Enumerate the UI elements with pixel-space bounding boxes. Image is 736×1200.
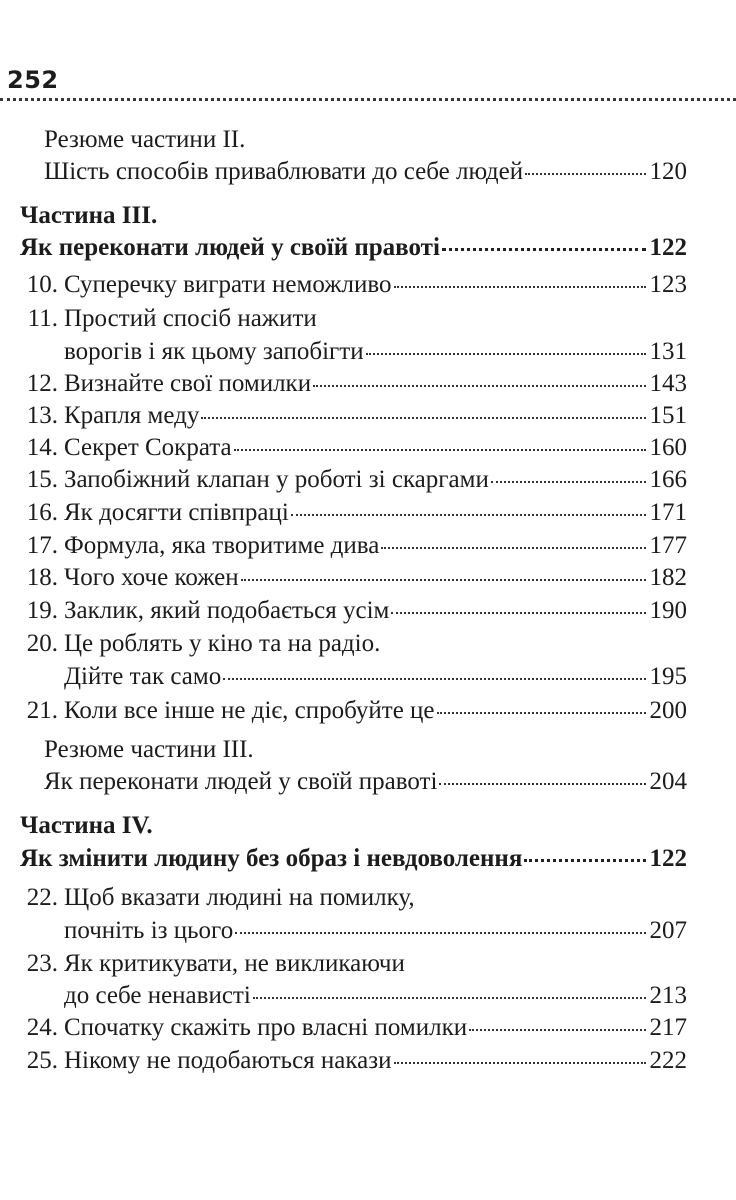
toc-entry-25: 25. Нікому не подобаються накази 222 [26,1047,687,1074]
toc-entry-10: 10. Суперечку виграти неможливо 123 [26,271,687,298]
toc-entry-14: 14. Секрет Сократа 160 [26,434,687,461]
part-3-label: Частина III. [20,202,158,229]
dot-leader [366,353,646,355]
toc-entry-24: 24. Спочатку скажіть про власні помилки 217 [26,1014,687,1041]
dot-leader [439,783,645,785]
summary-part-3-label: Резюме частини III. [44,736,254,763]
dot-leader [525,173,645,175]
toc-entry-17: 17. Формула, яка творитиме дива 177 [26,532,687,559]
toc-entry-18: 18. Чого хоче кожен 182 [26,564,687,591]
part-3-entry: Як переконати людей у своїй правоті 122 [20,234,687,261]
toc-entry-21: 21. Коли все інше не діє, спробуйте це 200 [26,697,687,724]
part-4-label: Частина IV. [20,812,153,839]
toc-entry-16: 16. Як досягти співпраці 171 [26,499,687,526]
toc-entry-20-line2: Дійте так само 195 [64,663,687,690]
dot-leader [437,712,646,714]
part-4-entry: Як змінити людину без образ і невдоволення 122 [20,845,687,872]
dot-leader [524,859,645,862]
dot-leader [291,514,646,516]
dot-leader [313,385,645,387]
toc-entry-11-line2: ворогів і як цьому запобігти 131 [64,338,687,365]
summary-part-2-label: Резюме частини II. [44,126,246,153]
summary-part-3-entry: Як переконати людей у своїй правоті 204 [44,768,687,795]
dot-leader [442,248,646,251]
toc-entry-13: 13. Крапля меду 151 [26,402,687,429]
dot-leader [381,547,645,549]
toc-entry-11-line1: 11. Простий спосіб нажити [27,305,317,332]
dot-leader [391,612,645,614]
dot-leader [234,449,646,451]
toc-entry-22-line2: почніть із цього 207 [64,917,687,944]
header-dotted-rule [0,98,736,101]
dot-leader [235,932,645,934]
dot-leader [223,678,645,680]
toc-entry-15: 15. Запобіжний клапан у роботі зі скаргами 166 [26,466,687,493]
toc-entry-19: 19. Заклик, який подобається усім 190 [26,597,687,624]
toc-entry-12: 12. Визнайте свої помилки 143 [26,370,687,397]
summary-part-2-entry: Шість способів приваблювати до себе людей 120 [44,158,687,185]
dot-leader [253,997,646,999]
dot-leader [241,579,646,581]
toc-entry-20-line1: 20. Це роблять у кіно та на радіо. [26,630,381,657]
toc-entry-22-line1: 22. Щоб вказати людині на помилку, [26,884,415,911]
dot-leader [201,417,645,419]
toc-entry-23-line2: до себе ненависті 213 [64,982,687,1009]
toc-entry-23-line1: 23. Як критикувати, не викликаючи [26,950,405,977]
dot-leader [394,1062,646,1064]
dot-leader [394,286,646,288]
dot-leader [469,1029,645,1031]
dot-leader [491,481,646,483]
page-number: 252 [7,66,59,94]
